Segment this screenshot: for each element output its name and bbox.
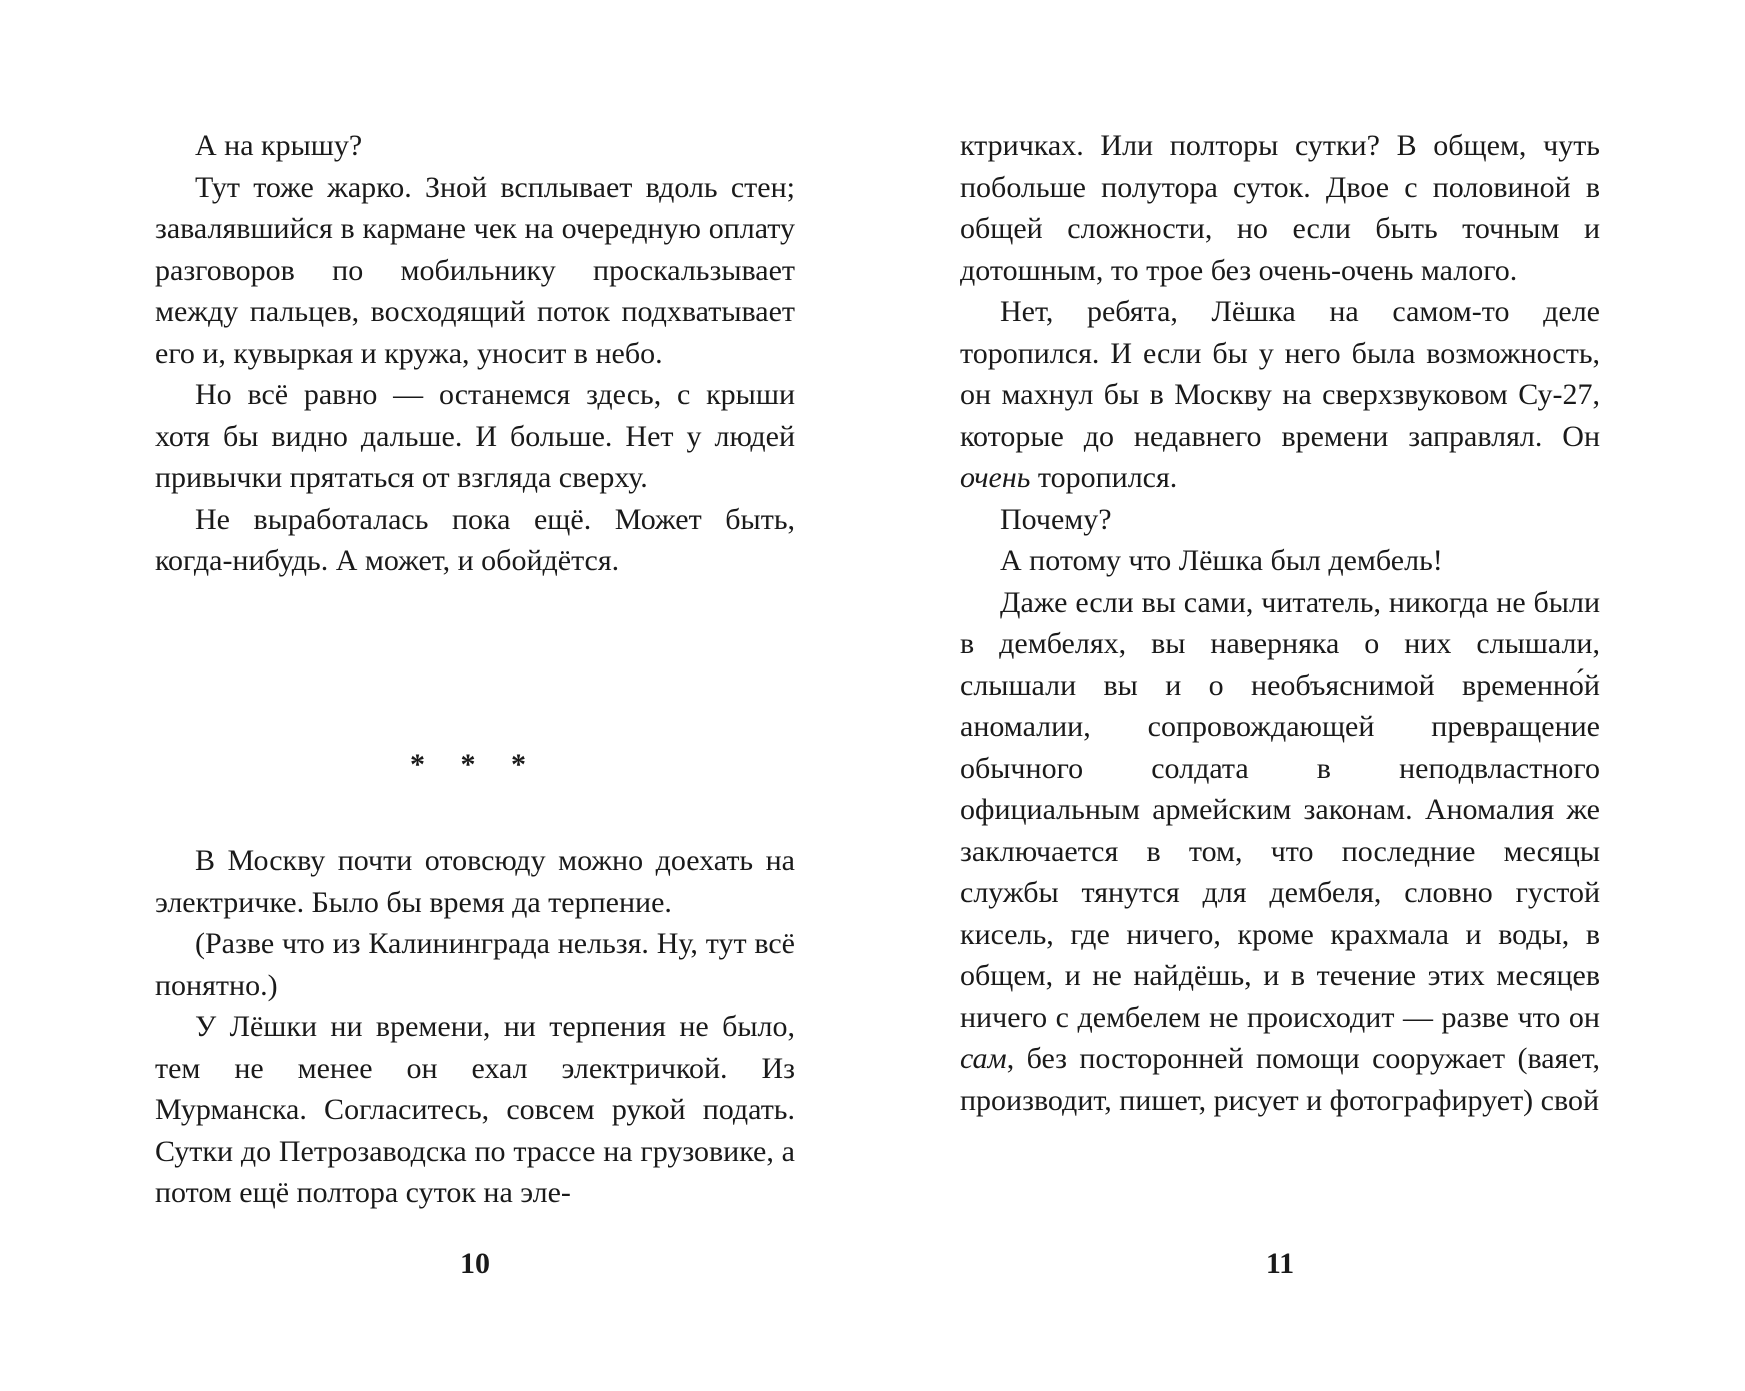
- paragraph: Почему?: [1000, 502, 1112, 536]
- left-page-bottom-text: [155, 840, 795, 1214]
- page-number: 10: [460, 1247, 490, 1280]
- emphasis: сам: [960, 1042, 1007, 1075]
- left-page: [155, 0, 795, 1391]
- emphasis: очень: [960, 461, 1031, 494]
- paragraph: Не выработалась пока ещё. Может быть, когда-нибудь. А может, и обойдётся.: [155, 502, 795, 577]
- paragraph: [960, 582, 1600, 1122]
- paragraph: У Лёшки ни времени, ни терпения не было, тем не менее он ехал электричкой. Из Мурманска. Согласитесь, совсем рукой подать. Сутки до Петрозаводска по трассе на грузовике, а потом ещё полтора суток на эле-: [155, 1010, 795, 1209]
- paragraph: Но всё равно — останемся здесь, с крыши хотя бы видно дальше. И больше. Нет у людей привычки прятаться от взгляда сверху.: [155, 378, 795, 494]
- text-run: Даже если вы сами, читатель, никогда не были в дембелях, вы наверняка о них слышали, слышали вы и о необъяснимой временно́й аномалии, сопровождающей превращение обычного солдата в неподвластного официальным армейским законам. Аномалия же заключается в том, что последние месяцы службы тянутся для дембеля, словно густой кисель, где ничего, кроме крахмала и воды, в общем, и не найдёшь, и в течение этих месяцев ничего с дембелем не происходит — разве что он: [960, 585, 1600, 1034]
- paragraph: А на крышу?: [195, 129, 363, 162]
- section-separator: * * *: [410, 748, 540, 781]
- right-page: [960, 0, 1600, 1391]
- page-number: 11: [1265, 1247, 1295, 1280]
- paragraph: [960, 291, 1600, 499]
- paragraph: А потому что Лёшка был дембель!: [1000, 544, 1443, 577]
- paragraph: В Москву почти отовсюду можно доехать на электричке. Было бы время да терпение.: [155, 844, 795, 919]
- paragraph: Тут тоже жарко. Зной всплывает вдоль стен; завалявшийся в кармане чек на очередную оплату разговоров по мобильнику проскальзывает между пальцев, восходящий поток подхватывает его и, кувыркая и кружа, уносит в небо.: [155, 170, 795, 370]
- text-run: торопился.: [1030, 461, 1178, 494]
- paragraph-continuation: ктричках. Или полторы сутки? В общем, чуть побольше полутора суток. Двое с половиной в общей сложности, но если быть точным и дотошным, то трое без очень-очень малого.: [960, 129, 1600, 287]
- paragraph: (Разве что из Калининграда нельзя. Ну, тут всё понятно.): [155, 927, 795, 1002]
- text-run: , без посторонней помощи сооружает (ваяет, производит, пишет, рисует и фотографирует) свой: [960, 1042, 1600, 1117]
- right-page-text: [960, 125, 1600, 1121]
- text-run: Нет, ребята, Лёшка на самом-то деле торопился. И если бы у него была возможность, он махнул бы в Москву на сверхзвуковом Су-27, которые до недавнего времени заправлял. Он: [960, 295, 1600, 453]
- left-page-top-text: [155, 125, 795, 582]
